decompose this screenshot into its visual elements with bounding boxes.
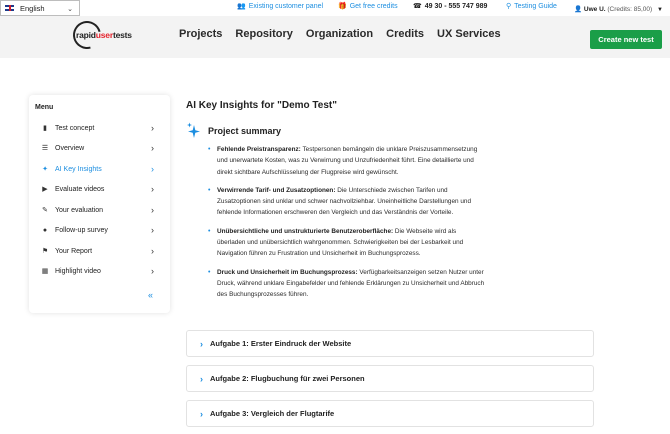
existing-customer-panel-label: Existing customer panel [248,2,324,10]
chevron-right-icon: › [151,123,154,133]
sidebar-item-your-evaluation[interactable] [29,203,170,217]
people-icon: 👥 [237,3,246,10]
chevron-right-icon: › [200,373,203,384]
chevron-right-icon: › [151,164,154,174]
user-row [574,4,663,16]
sidebar-item-label: Your Report [55,247,93,255]
sidebar-item-label: Follow-up survey [55,226,108,234]
uk-flag-icon [5,5,14,11]
sidebar-item-label: Test concept [55,124,95,132]
phone-link[interactable] [413,2,487,10]
flag-icon: ⚑ [41,248,49,255]
chevron-right-icon: › [151,143,154,153]
create-new-test-button[interactable]: Create new test [590,30,662,49]
sidebar-item-label: Your evaluation [55,206,104,214]
task-accordion-2[interactable] [186,365,594,392]
summary-bullet: • Fehlende Preistransparenz: Testpersonen bemängeln die unklare Preiszusammensetzung und unerwartete Kosten, was zu Verwirrung und Unzufriedenheit führt. Eine detaillierte und direkt sichtbare Aufschlüsselung der Flugpreise wird gewünscht. [208,144,486,178]
summary-bullet: • Druck und Unsicherheit im Buchungsprozess: Verfügbarkeitsanzeigen setzen Nutzer unter Druck, während unklare Eingabefelder und fehlende Erklärungen zu Unsicherheit und Abbruch des Buchungsprozesses führen. [208,267,486,301]
nav-repository[interactable]: Repository [235,28,293,40]
logo-wordmark: rapidusertests [76,30,132,40]
collapse-sidebar-icon[interactable]: « [148,290,154,300]
top-utility-bar [0,0,670,16]
existing-customer-panel-link[interactable] [237,2,323,10]
testing-guide-label: Testing Guide [514,2,557,10]
pencil-icon: ✎ [42,207,48,214]
summary-bullet: • Unübersichtliche und unstrukturierte Benutzeroberfläche: Die Webseite wird als überladen und unübersichtlich wahrgenommen. Schwierigkeiten bei der Lesbarkeit und Navigation führen zu Frustration und Unsicherheit im Buchungsprozess. [208,226,486,260]
sidebar-item-label: AI Key Insights [55,165,102,173]
task-title: Aufgabe 3: Vergleich der Flugtarife [210,409,335,418]
task-title: Aufgabe 1: Erster Eindruck der Website [210,339,352,348]
gift-icon: 🎁 [338,3,347,10]
chevron-right-icon: › [151,246,154,256]
sidebar-item-highlight-video[interactable] [29,264,170,278]
get-free-credits-link[interactable] [338,2,398,10]
get-free-credits-label: Get free credits [349,2,398,10]
chat-icon: ● [42,226,48,234]
sidebar-item-ai-key-insights[interactable] [29,162,170,176]
project-summary-title: Project summary [208,126,282,136]
sidebar-item-label: Overview [55,144,85,152]
task-title: Aufgabe 2: Flugbuchung für zwei Personen [210,374,365,383]
task-accordion-1[interactable] [186,330,594,357]
sidebar-title: Menu [35,104,54,111]
chevron-down-icon: ⌄ [67,6,73,13]
chevron-right-icon: › [200,338,203,349]
user-name: Uwe U. [583,6,606,13]
testing-guide-link[interactable] [506,2,557,10]
language-select[interactable] [0,0,80,16]
page-title: AI Key Insights for "Demo Test" [186,100,337,111]
chevron-right-icon: › [200,408,203,419]
main-header [0,16,670,58]
task-accordion-3[interactable] [186,400,594,427]
nav-projects[interactable]: Projects [179,28,223,40]
chevron-right-icon: › [151,184,154,194]
sidebar-item-your-report[interactable] [29,244,170,258]
pin-icon: ⚲ [506,3,512,10]
chevron-right-icon: › [151,205,154,215]
document-icon: ▮ [43,125,47,132]
user-credits: (Credits: 85,00) [607,6,653,13]
summary-bullet: • Verwirrende Tarif- und Zusatzoptionen: Die Unterschiede zwischen Tarifen und Zusatzoptionen sind unklar und schwer nachvollziehbar. Uneinheitliche Darstellungen und fehlende Informationen erschweren den Vergleich und das Verständnis der Vorteile. [208,185,486,219]
summary-bullets [208,144,486,308]
sidebar-item-test-concept[interactable] [29,121,170,135]
language-value: English [20,3,45,13]
sidebar-menu [29,95,170,313]
main-content-area [0,58,670,434]
main-nav [179,28,501,40]
sparkle-icon [186,122,202,140]
list-icon: ☰ [41,145,49,152]
chevron-right-icon: › [151,266,154,276]
film-icon: ▦ [41,268,49,275]
chevron-right-icon: › [151,225,154,235]
phone-icon: ☎ [413,3,422,10]
sidebar-item-overview[interactable] [29,141,170,155]
sidebar-item-label: Highlight video [55,267,101,275]
sidebar-item-label: Evaluate videos [55,185,105,193]
rapidusertests-logo[interactable] [73,21,133,49]
sidebar-item-evaluate-videos[interactable] [29,182,170,196]
nav-ux-services[interactable]: UX Services [437,28,501,40]
phone-number: 49 30 - 555 747 989 [424,2,488,10]
user-icon: 👤 [574,6,583,13]
nav-organization[interactable]: Organization [305,28,374,40]
sparkle-icon: ✦ [42,166,48,173]
caret-down-icon: ▼ [657,7,663,13]
nav-credits[interactable]: Credits [386,28,425,40]
play-icon: ▶ [42,186,48,193]
sidebar-item-follow-up-survey[interactable] [29,223,170,237]
